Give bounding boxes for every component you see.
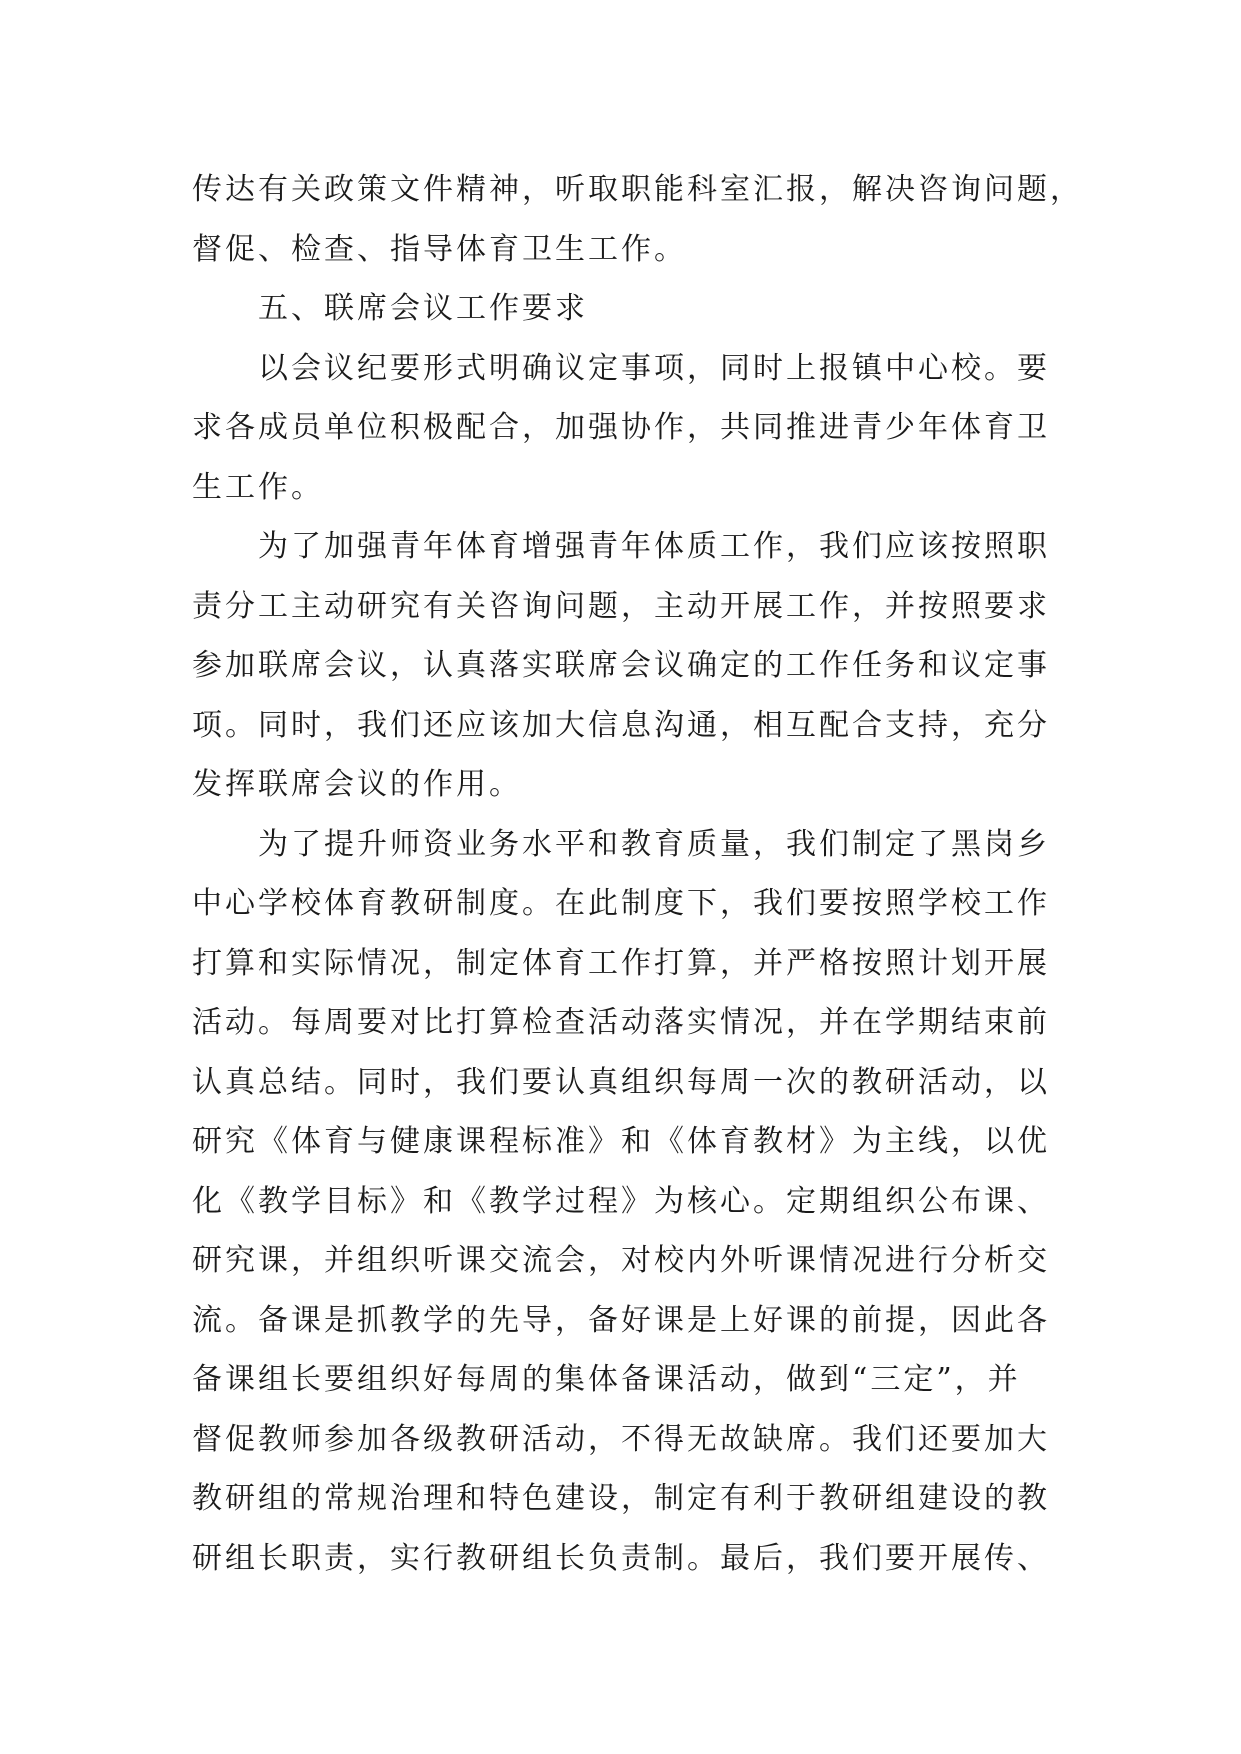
text-line-13: 中心学校体育教研制度。在此制度下，我们要按照学校工作 [192, 886, 1050, 921]
text-line-24: 研组长职责，实行教研组长负责制。最后，我们要开展传、 [192, 1540, 1050, 1576]
text-line-12: 为了提升师资业务水平和教育质量，我们制定了黑岗乡 [258, 826, 1050, 862]
text-line-17: 研究《体育与健康课程标准》和《体育教材》为主线，以优 [192, 1124, 1050, 1159]
text-line-15: 活动。每周要对比打算检查活动落实情况，并在学期结束前 [192, 1005, 1050, 1040]
text-line-23: 教研组的常规治理和特色建设，制定有利于教研组建设的教 [192, 1481, 1050, 1516]
document-body [192, 160, 1083, 1588]
text-line-11: 发挥联席会议的作用。 [192, 767, 522, 802]
text-line-21: 备课组长要组织好每周的集体备课活动，做到“三定”，并 [192, 1362, 1021, 1397]
text-line-6: 生工作。 [192, 469, 324, 505]
text-line-4: 以会议纪要形式明确议定事项，同时上报镇中心校。要 [258, 350, 1050, 386]
text-line-22: 督促教师参加各级教研活动，不得无故缺席。我们还要加大 [192, 1421, 1050, 1457]
text-line-18: 化《教学目标》和《教学过程》为核心。定期组织公布课、 [192, 1183, 1050, 1219]
text-line-8: 责分工主动研究有关咨询问题，主动开展工作，并按照要求 [192, 588, 1050, 624]
text-line-19: 研究课，并组织听课交流会，对校内外听课情况进行分析交 [192, 1243, 1050, 1278]
text-line-2: 督促、检查、指导体育卫生工作。 [192, 231, 687, 267]
text-line-7: 为了加强青年体育增强青年体质工作，我们应该按照职 [258, 529, 1050, 564]
text-line-5: 求各成员单位积极配合，加强协作，共同推进青少年体育卫 [192, 410, 1050, 445]
text-line-14: 打算和实际情况，制定体育工作打算，并严格按照计划开展 [192, 945, 1050, 981]
text-line-20: 流。备课是抓教学的先导，备好课是上好课的前提，因此各 [192, 1302, 1050, 1338]
text-line-1: 传达有关政策文件精神，听取职能科室汇报，解决咨询问题， [192, 172, 1083, 207]
text-line-10: 项。同时，我们还应该加大信息沟通，相互配合支持，充分 [192, 707, 1050, 743]
section-heading: 五、联席会议工作要求 [258, 291, 588, 326]
text-line-9: 参加联席会议，认真落实联席会议确定的工作任务和议定事 [192, 648, 1050, 683]
text-line-16: 认真总结。同时，我们要认真组织每周一次的教研活动，以 [192, 1064, 1050, 1100]
